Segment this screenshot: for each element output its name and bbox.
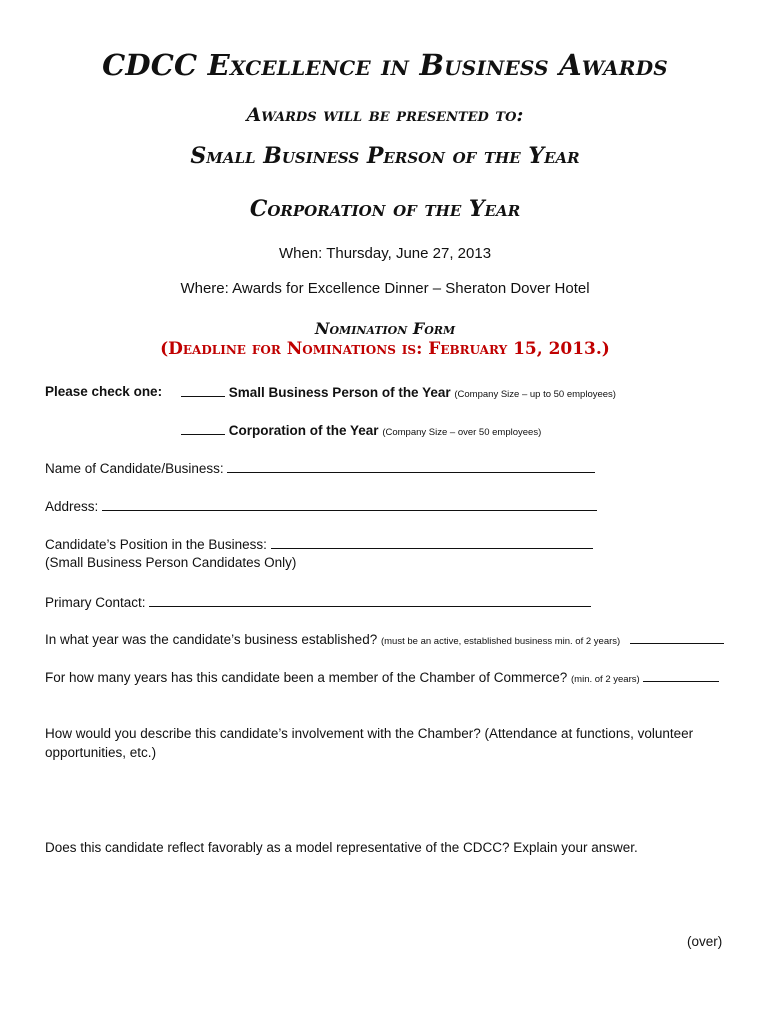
- presented-heading: Awards will be presented to:: [246, 104, 524, 126]
- address-label: Address:: [45, 499, 99, 514]
- check-one-label: Please check one:: [45, 384, 163, 399]
- involvement-question: How would you describe this candidate’s involvement with the Chamber? (Attendance at functions, volunteer: [45, 726, 694, 741]
- year-field[interactable]: [630, 631, 724, 644]
- option-small-business-note: (Company Size – up to 50 employees): [454, 389, 616, 400]
- member-question: For how many years has this candidate been a member of the Chamber of Commerce?: [45, 670, 568, 685]
- page-title: CDCC Excellence in Business Awards: [102, 48, 668, 82]
- position-note: (Small Business Person Candidates Only): [45, 555, 297, 570]
- position-label: Candidate’s Position in the Business:: [45, 537, 267, 552]
- involvement-question-cont: opportunities, etc.): [45, 745, 157, 760]
- name-field[interactable]: [227, 460, 595, 473]
- name-field-row: [45, 460, 595, 476]
- position-field-row: [45, 536, 593, 552]
- contact-label: Primary Contact:: [45, 595, 146, 610]
- contact-field[interactable]: [149, 594, 591, 607]
- event-location: Where: Awards for Excellence Dinner – Sheraton Dover Hotel: [180, 280, 590, 297]
- year-note: (must be an active, established business min. of 2 years): [380, 636, 621, 647]
- name-label: Name of Candidate/Business:: [45, 461, 224, 476]
- option-small-business[interactable]: [181, 384, 616, 400]
- deadline-notice: (Deadline for Nominations is: February 15, 2013.): [160, 339, 610, 359]
- option-corporation[interactable]: [181, 422, 541, 438]
- year-established-row: [45, 631, 724, 647]
- contact-field-row: [45, 594, 591, 610]
- event-date: When: Thursday, June 27, 2013: [278, 245, 492, 262]
- year-question: In what year was the candidate’s business established?: [45, 632, 378, 647]
- checkbox-line-small-business[interactable]: [181, 384, 225, 397]
- member-years-field[interactable]: [643, 669, 719, 682]
- award-small-business: Small Business Person of the Year: [190, 143, 580, 169]
- member-note: (min. of 2 years): [571, 674, 640, 685]
- option-corporation-note: (Company Size – over 50 employees): [382, 427, 542, 438]
- option-small-business-label: Small Business Person of the Year: [228, 385, 451, 400]
- involvement-answer-area[interactable]: [45, 766, 725, 832]
- over-note: (over): [687, 934, 723, 949]
- award-corporation: Corporation of the Year: [249, 196, 521, 222]
- address-field[interactable]: [102, 498, 597, 511]
- position-field[interactable]: [271, 536, 593, 549]
- checkbox-line-corporation[interactable]: [181, 422, 225, 435]
- option-corporation-label: Corporation of the Year: [228, 423, 379, 438]
- model-question: Does this candidate reflect favorably as a model representative of the CDCC? Explain your answer.: [45, 840, 638, 855]
- membership-row: [45, 669, 719, 685]
- model-answer-area[interactable]: [45, 862, 725, 926]
- form-title: Nomination Form: [314, 319, 456, 338]
- address-field-row: [45, 498, 597, 514]
